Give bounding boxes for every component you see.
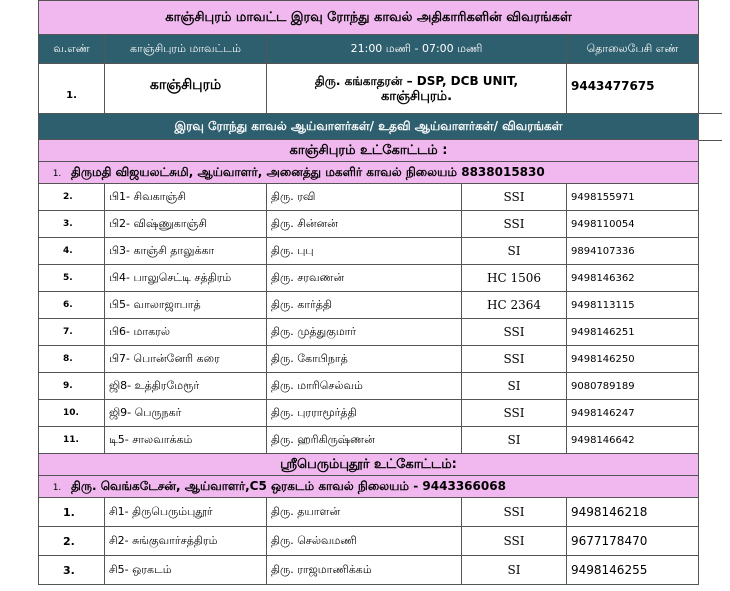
row-phone: 9498155971	[567, 184, 699, 211]
table-row	[39, 498, 699, 527]
row-officer: திரு. ஹரிகிருஷ்ணன்	[267, 427, 462, 454]
row-num: 11.	[39, 427, 105, 454]
row-rank: SSI	[462, 184, 567, 211]
row-officer: திரு. முத்துகுமார்	[267, 319, 462, 346]
table-row	[39, 319, 699, 346]
subdivision-title: காஞ்சிபுரம் உட்கோட்டம் :	[39, 140, 699, 162]
row-num: 10.	[39, 400, 105, 427]
table-row	[39, 556, 699, 585]
row-officer: திரு. கார்த்தி	[267, 292, 462, 319]
subdivision-title: ஸ்ரீபெரும்புதூர் உட்கோட்டம்:	[39, 454, 699, 476]
row-phone: 9498146251	[567, 319, 699, 346]
district-officer-line2: காஞ்சிபுரம்.	[380, 88, 453, 104]
row-station: பி6- மாகரல்	[105, 319, 267, 346]
row-officer: திரு. கோபிநாத்	[267, 346, 462, 373]
row-rank: SI	[462, 238, 567, 265]
row-officer: திரு. செல்வமணி	[267, 527, 462, 556]
row-rank: SSI	[462, 319, 567, 346]
row-station: பி5- வாலாஜாபாத்	[105, 292, 267, 319]
row-officer: திரு. மாரிசெல்வம்	[267, 373, 462, 400]
row-station: சி2- சுங்குவார்சத்திரம்	[105, 527, 267, 556]
row-station: சி5- ஒரகடம்	[105, 556, 267, 585]
row-officer: திரு. புரராமூர்த்தி	[267, 400, 462, 427]
row-phone: 9498146362	[567, 265, 699, 292]
header-serial: வ.எண்	[39, 35, 105, 64]
row-phone: 9498146218	[567, 498, 699, 527]
table-row	[39, 238, 699, 265]
row-num: 3.	[39, 556, 105, 585]
row-rank: SSI	[462, 400, 567, 427]
lead-text: திரு. வெங்கடேசன், ஆய்வாளர்,C5 ஒரகடம் காவல் நிலையம் - 9443366068	[71, 478, 506, 493]
row-phone: 9498146642	[567, 427, 699, 454]
table-row	[39, 211, 699, 238]
row-phone: 9498146255	[567, 556, 699, 585]
district-row-num: 1.	[39, 64, 105, 114]
row-station: பி3- காஞ்சி தாலுக்கா	[105, 238, 267, 265]
row-phone: 9498113115	[567, 292, 699, 319]
lead-num: 1.	[52, 482, 62, 493]
row-rank: SSI	[462, 527, 567, 556]
row-station: ஜி8- உத்திரமேரூர்	[105, 373, 267, 400]
row-phone: 9498146247	[567, 400, 699, 427]
lead-text: திருமதி விஜயலட்சுமி, ஆய்வாளர், அனைத்து மகளிர் காவல் நிலையம் 8838015830	[71, 164, 545, 179]
document-title: காஞ்சிபுரம் மாவட்ட இரவு ரோந்து காவல் அதிகாரிகளின் விவரங்கள்	[39, 1, 699, 35]
row-officer: திரு. ராஜமாணிக்கம்	[267, 556, 462, 585]
table-row	[39, 346, 699, 373]
table-row	[39, 292, 699, 319]
row-num: 6.	[39, 292, 105, 319]
row-num: 1.	[39, 498, 105, 527]
table-row	[39, 184, 699, 211]
district-row-phone: 9443477675	[567, 64, 699, 114]
row-phone: 9498146250	[567, 346, 699, 373]
row-rank: HC 1506	[462, 265, 567, 292]
row-rank: SSI	[462, 498, 567, 527]
row-phone: 9894107336	[567, 238, 699, 265]
row-station: பி7- பொன்னேரி கரை	[105, 346, 267, 373]
row-num: 5.	[39, 265, 105, 292]
district-row-officer	[267, 64, 567, 114]
row-officer: திரு. புபு	[267, 238, 462, 265]
subdivision-lead	[39, 162, 699, 184]
patrol-officers-document	[38, 0, 698, 585]
subdivision-lead	[39, 476, 699, 498]
district-officer-line1: திரு. கங்காதரன் – DSP, DCB UNIT,	[314, 73, 519, 88]
row-num: 2.	[39, 184, 105, 211]
row-officer: திரு. சின்னன்	[267, 211, 462, 238]
row-num: 4.	[39, 238, 105, 265]
row-phone: 9080789189	[567, 373, 699, 400]
row-phone: 9498110054	[567, 211, 699, 238]
table-row	[39, 373, 699, 400]
row-num: 7.	[39, 319, 105, 346]
table-row	[39, 527, 699, 556]
table-row	[39, 400, 699, 427]
patrol-table	[38, 0, 699, 585]
header-time: 21:00 மணி - 07:00 மணி	[267, 35, 567, 64]
row-rank: SI	[462, 373, 567, 400]
row-rank: HC 2364	[462, 292, 567, 319]
row-station: சி1- திருபெரும்புதூர்	[105, 498, 267, 527]
row-rank: SI	[462, 427, 567, 454]
row-num: 3.	[39, 211, 105, 238]
lead-num: 1.	[52, 168, 62, 179]
row-num: 9.	[39, 373, 105, 400]
header-phone: தொலைபேசி எண்	[567, 35, 699, 64]
sheet-edge-extension	[698, 113, 722, 141]
row-rank: SSI	[462, 346, 567, 373]
district-row	[39, 64, 699, 114]
row-officer: திரு. சரவணன்	[267, 265, 462, 292]
district-row-name: காஞ்சிபுரம்	[105, 64, 267, 114]
row-station: ஜி9- பெருநகர்	[105, 400, 267, 427]
table-row	[39, 427, 699, 454]
row-num: 8.	[39, 346, 105, 373]
row-rank: SI	[462, 556, 567, 585]
row-rank: SSI	[462, 211, 567, 238]
row-station: பி4- பாலுசெட்டி சத்திரம்	[105, 265, 267, 292]
row-officer: திரு. தயாளன்	[267, 498, 462, 527]
row-num: 2.	[39, 527, 105, 556]
row-phone: 9677178470	[567, 527, 699, 556]
section-title: இரவு ரோந்து காவல் ஆய்வாளர்கள்/ உதவி ஆய்வாளர்கள்/ விவரங்கள்	[39, 114, 699, 140]
row-officer: திரு. ரவி	[267, 184, 462, 211]
table-row	[39, 265, 699, 292]
row-station: பி2- விஷ்ணுகாஞ்சி	[105, 211, 267, 238]
row-station: டி5- சாலவாக்கம்	[105, 427, 267, 454]
row-station: பி1- சிவகாஞ்சி	[105, 184, 267, 211]
header-district: காஞ்சிபுரம் மாவட்டம்	[105, 35, 267, 64]
